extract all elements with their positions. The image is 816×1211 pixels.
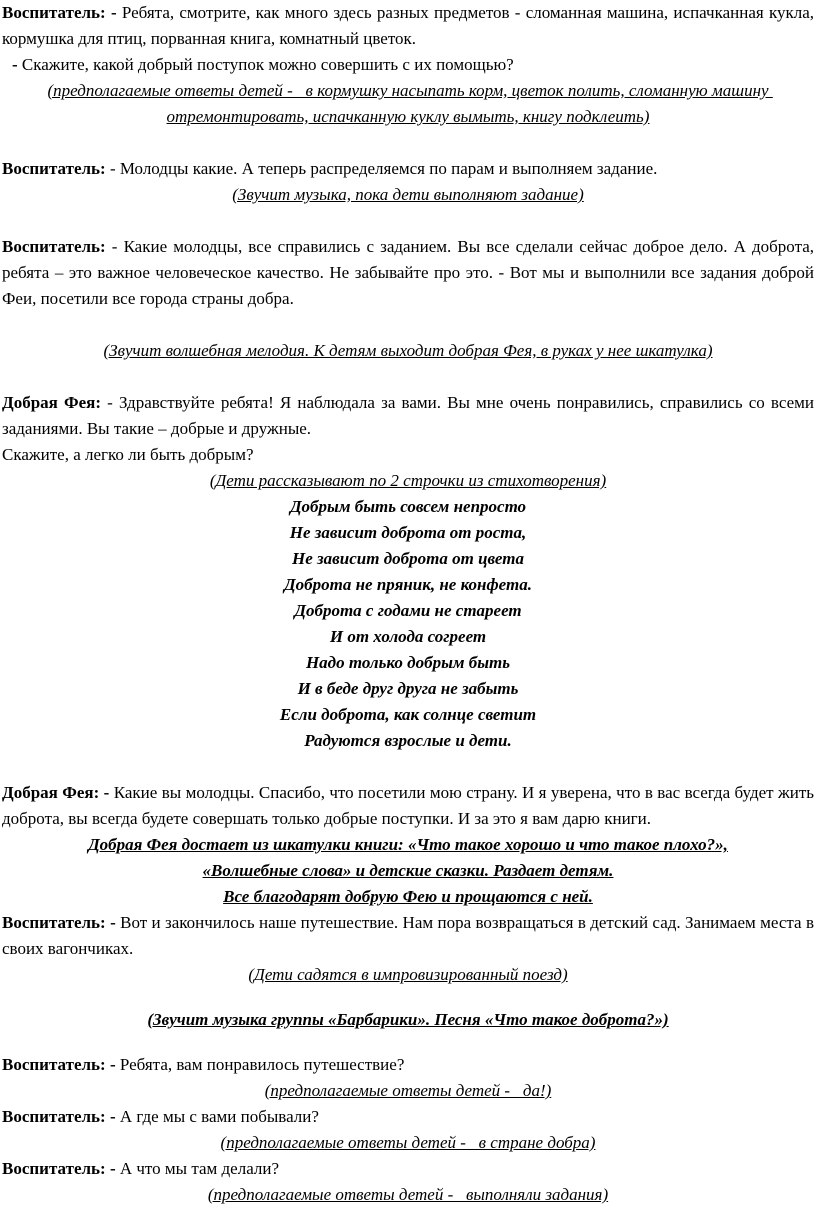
stage-note: (Дети садятся в импровизированный поезд) xyxy=(248,965,568,984)
action-note: «Волшебные слова» и детские сказки. Раздает детям. xyxy=(202,861,614,880)
paragraph-text: - Здравствуйте ребята! Я наблюдала за вами. Вы мне очень понравились, справились со всеми заданиями. Вы такие – добрые и дружные. xyxy=(2,393,814,438)
paragraph-text: Какие вы молодцы. Спасибо, что посетили мою страну. И я уверена, что в вас всегда будет жить доброта, вы всегда будете совершать только добрые поступки. И за это я вам дарю книги. xyxy=(2,783,815,828)
speaker-label: Воспитатель: xyxy=(2,159,110,178)
expected-answer: (предполагаемые ответы детей - выполняли задания) xyxy=(207,1185,609,1204)
poem-line: И от холода согреет xyxy=(329,627,487,646)
paragraph-fairy-books xyxy=(2,780,814,832)
stage-note: (Звучит музыка, пока дети выполняют задание) xyxy=(232,185,584,204)
poem-line: Надо только добрым быть xyxy=(305,653,511,672)
speaker-label: Добрая Фея: xyxy=(2,393,108,412)
paragraph-text: Вот и закончилось наше путешествие. Нам пора возвращаться в детский сад. Занимаем места в своих вагончиках. xyxy=(2,913,814,958)
dialog-line xyxy=(2,1156,814,1182)
speaker-dash: - xyxy=(110,913,121,932)
speaker-label: Воспитатель: xyxy=(2,3,111,22)
spacer xyxy=(2,130,814,156)
question-text: Скажите, какой добрый поступок можно совершить с их помощью? xyxy=(21,55,514,74)
dialog-line xyxy=(2,1104,814,1130)
speaker-dash: - xyxy=(109,1107,120,1126)
paragraph-teacher-return xyxy=(2,910,814,962)
spacer xyxy=(2,208,814,234)
speaker-dash: - xyxy=(103,783,114,802)
paragraph-question xyxy=(2,52,814,78)
paragraph-fairy-greeting xyxy=(2,390,814,442)
speaker-dash: - xyxy=(109,1159,120,1178)
dialog-text: А что мы там делали? xyxy=(119,1159,280,1178)
expected-answer: (предполагаемые ответы детей - в стране добра) xyxy=(220,1133,596,1152)
paragraph-teacher-pairs xyxy=(2,156,814,182)
dialog-line xyxy=(2,1052,814,1078)
dialog-text: А где мы с вами побывали? xyxy=(119,1107,319,1126)
paragraph-text: Ребята, смотрите, как много здесь разных предметов - сломанная машина, испачканная кукла, кормушка для птиц, порванная книга, комнатный цветок. xyxy=(2,3,814,48)
paragraph-text: - Какие молодцы, все справились с заданием. Вы все сделали сейчас доброе дело. А доброта, ребята – это важное человеческое качество. Не забывайте про это. - Вот мы и выполнили все задания доброй Феи, посетили все города страны добра. xyxy=(2,237,814,308)
spacer xyxy=(2,364,814,390)
poem-line: Если доброта, как солнце светит xyxy=(279,705,537,724)
speaker-dash: - xyxy=(110,3,122,22)
speaker-label: Воспитатель: xyxy=(2,237,112,256)
question-dash: - xyxy=(12,55,22,74)
poem xyxy=(2,494,814,754)
paragraph-text: - Молодцы какие. А теперь распределяемся по парам и выполняем задание. xyxy=(109,159,658,178)
speaker-label: Воспитатель: xyxy=(2,1055,110,1074)
poem-line: Не зависит доброта от цвета xyxy=(292,549,524,568)
spacer xyxy=(2,988,814,1007)
speaker-dash: - xyxy=(109,1055,120,1074)
music-note: (Звучит музыка группы «Барбарики». Песня «Что такое доброта?») xyxy=(147,1010,669,1029)
paragraph-question: Скажите, а легко ли быть добрым? xyxy=(2,445,254,464)
poem-line: Доброта не пряник, не конфета. xyxy=(284,575,532,594)
poem-line: Не зависит доброта от роста, xyxy=(289,523,527,542)
spacer xyxy=(2,312,814,338)
expected-answers-note: (предполагаемые ответы детей - в кормушку насыпать корм, цветок полить, сломанную машину отремонтировать, испачканную куклу вымыть, книгу подклеить) xyxy=(47,81,773,126)
poem-line: Радуются взрослые и дети. xyxy=(304,731,512,750)
action-note: Добрая Фея достает из шкатулки книги: «Что такое хорошо и что такое плохо?», xyxy=(88,835,728,854)
paragraph-teacher-objects xyxy=(2,0,814,52)
stage-note: (Звучит волшебная мелодия. К детям выходит добрая Фея, в руках у нее шкатулка) xyxy=(103,341,713,360)
poem-line: И в беде друг друга не забыть xyxy=(297,679,519,698)
paragraph-teacher-kindness xyxy=(2,234,814,312)
stage-note: (Дети рассказывают по 2 строчки из стихотворения) xyxy=(209,471,607,490)
speaker-label: Воспитатель: xyxy=(2,1159,110,1178)
poem-line: Доброта с годами не стареет xyxy=(294,601,522,620)
spacer xyxy=(2,1033,814,1052)
dialog-text: Ребята, вам понравилось путешествие? xyxy=(119,1055,405,1074)
spacer xyxy=(2,754,814,780)
speaker-label: Добрая Фея: xyxy=(2,783,104,802)
action-note: Все благодарят добрую Фею и прощаются с ней. xyxy=(223,887,593,906)
poem-line: Добрым быть совсем непросто xyxy=(289,497,527,516)
speaker-label: Воспитатель: xyxy=(2,913,111,932)
speaker-label: Воспитатель: xyxy=(2,1107,110,1126)
expected-answer: (предполагаемые ответы детей - да!) xyxy=(264,1081,552,1100)
